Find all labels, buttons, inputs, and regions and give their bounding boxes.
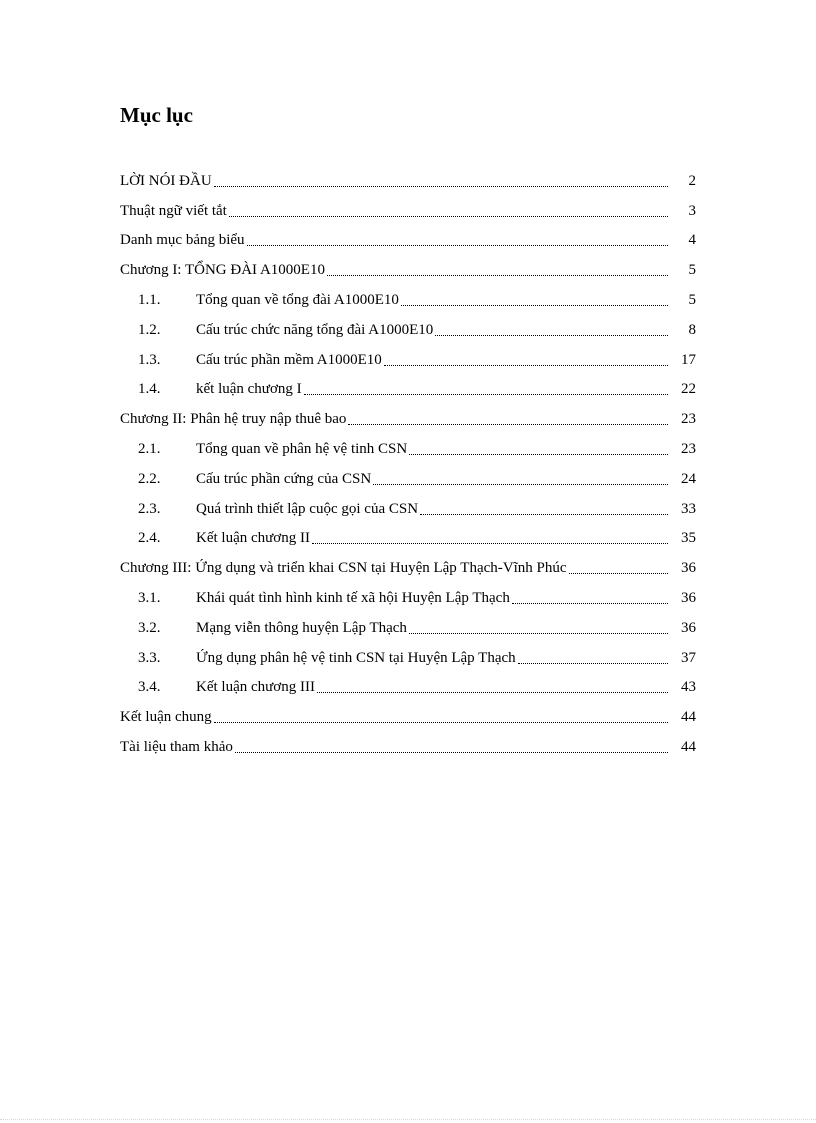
- toc-entry: [120, 279, 696, 309]
- toc-entry: [120, 428, 696, 458]
- toc-entry-number: 2.3.: [138, 500, 161, 517]
- toc-entry-label: Tài liệu tham khảo: [120, 738, 233, 755]
- toc-entry: [120, 637, 696, 667]
- toc-entry: [120, 369, 696, 399]
- toc-entry-page: 5: [688, 262, 696, 279]
- toc-entry-page: 43: [681, 679, 696, 696]
- toc-entry: [120, 458, 696, 488]
- toc-entry-label: Cấu trúc phần cứng của CSN: [196, 470, 372, 487]
- toc-entry-label: Quá trình thiết lập cuộc gọi của CSN: [196, 500, 419, 517]
- toc-entry-page: 22: [681, 381, 696, 398]
- dot-leader: [235, 736, 668, 753]
- dot-leader: [409, 617, 668, 634]
- toc-entry-page: 36: [681, 619, 696, 636]
- toc-entry-label: Kết luận chung: [120, 709, 212, 726]
- toc-entry-label: Chương I: TỔNG ĐÀI A1000E10: [120, 262, 325, 279]
- toc-entry: [120, 339, 696, 369]
- dot-leader: [518, 647, 668, 664]
- dot-leader: [247, 229, 668, 246]
- toc-entry-label: Kết luận chương III: [196, 679, 315, 696]
- dot-leader: [312, 527, 668, 544]
- dot-leader: [420, 498, 668, 515]
- table-of-contents: [120, 160, 696, 756]
- toc-entry-label: Mạng viễn thông huyện Lập Thạch: [196, 619, 407, 636]
- toc-entry: [120, 667, 696, 697]
- toc-entry-label: Ứng dụng phân hệ vệ tinh CSN tại Huyện Lập Thạch: [196, 649, 516, 666]
- toc-entry-page: 44: [681, 738, 696, 755]
- dot-leader: [512, 587, 668, 604]
- toc-entry-label: Kết luận chương II: [196, 530, 310, 547]
- toc-entry-label: Cấu trúc chức năng tổng đài A1000E10: [196, 321, 434, 338]
- toc-entry-number: 3.3.: [138, 649, 161, 666]
- toc-entry-number: 3.4.: [138, 679, 161, 696]
- toc-entry-label: Thuật ngữ viết tắt: [120, 202, 227, 219]
- toc-entry: [120, 696, 696, 726]
- toc-entry: [120, 726, 696, 756]
- dot-leader: [435, 319, 668, 336]
- dot-leader: [214, 706, 668, 723]
- toc-entry-number: 1.1.: [138, 291, 161, 308]
- dot-leader: [304, 378, 668, 395]
- toc-entry: [120, 577, 696, 607]
- toc-entry-page: 2: [688, 172, 696, 189]
- toc-entry-number: 1.4.: [138, 381, 161, 398]
- toc-entry-page: 44: [681, 709, 696, 726]
- toc-entry-number: 2.4.: [138, 530, 161, 547]
- toc-entry-label: Tổng quan về tổng đài A1000E10: [196, 291, 399, 308]
- toc-entry: [120, 190, 696, 220]
- toc-entry-label: Chương II: Phân hệ truy nập thuê bao: [120, 411, 347, 428]
- dot-leader: [384, 349, 668, 366]
- dot-leader: [373, 468, 668, 485]
- toc-entry-label: Chương III: Ứng dụng và triển khai CSN tại Huyện Lập Thạch-Vĩnh Phúc: [120, 560, 567, 577]
- toc-entry: [120, 309, 696, 339]
- toc-entry-page: 36: [681, 589, 696, 606]
- toc-entry-page: 37: [681, 649, 696, 666]
- toc-entry-number: 1.3.: [138, 351, 161, 368]
- toc-entry-number: 3.2.: [138, 619, 161, 636]
- toc-entry: [120, 398, 696, 428]
- toc-entry-label: LỜI NÓI ĐẦU: [120, 172, 212, 189]
- page-bottom-border: [0, 1119, 816, 1120]
- dot-leader: [401, 289, 668, 306]
- toc-entry: [120, 249, 696, 279]
- toc-entry-number: 2.1.: [138, 440, 161, 457]
- dot-leader: [317, 676, 668, 693]
- toc-entry-label: Cấu trúc phần mềm A1000E10: [196, 351, 382, 368]
- toc-entry: [120, 518, 696, 548]
- toc-entry-page: 4: [688, 232, 696, 249]
- dot-leader: [569, 557, 668, 574]
- page-title: Mục lục: [120, 103, 193, 127]
- toc-entry-page: 3: [688, 202, 696, 219]
- toc-entry-number: 3.1.: [138, 589, 161, 606]
- toc-entry-page: 5: [688, 291, 696, 308]
- toc-entry-label: Tổng quan về phân hệ vệ tinh CSN: [196, 440, 408, 457]
- toc-entry-page: 17: [681, 351, 696, 368]
- toc-entry: [120, 547, 696, 577]
- dot-leader: [348, 408, 668, 425]
- toc-entry-label: Khái quát tình hình kinh tế xã hội Huyện Lập Thạch: [196, 589, 510, 606]
- toc-entry-page: 33: [681, 500, 696, 517]
- dot-leader: [229, 200, 668, 217]
- toc-entry-page: 36: [681, 560, 696, 577]
- dot-leader: [327, 259, 668, 276]
- toc-entry: [120, 488, 696, 518]
- toc-entry-page: 35: [681, 530, 696, 547]
- toc-entry-page: 24: [681, 470, 696, 487]
- toc-entry-label: kết luận chương I: [196, 381, 302, 398]
- toc-entry-page: 8: [688, 321, 696, 338]
- toc-entry: [120, 220, 696, 250]
- toc-entry-number: 2.2.: [138, 470, 161, 487]
- toc-entry-label: Danh mục bảng biểu: [120, 232, 245, 249]
- dot-leader: [214, 170, 668, 187]
- toc-entry-number: 1.2.: [138, 321, 161, 338]
- toc-entry: [120, 160, 696, 190]
- toc-entry: [120, 607, 696, 637]
- toc-entry-page: 23: [681, 440, 696, 457]
- toc-entry-page: 23: [681, 411, 696, 428]
- dot-leader: [409, 438, 668, 455]
